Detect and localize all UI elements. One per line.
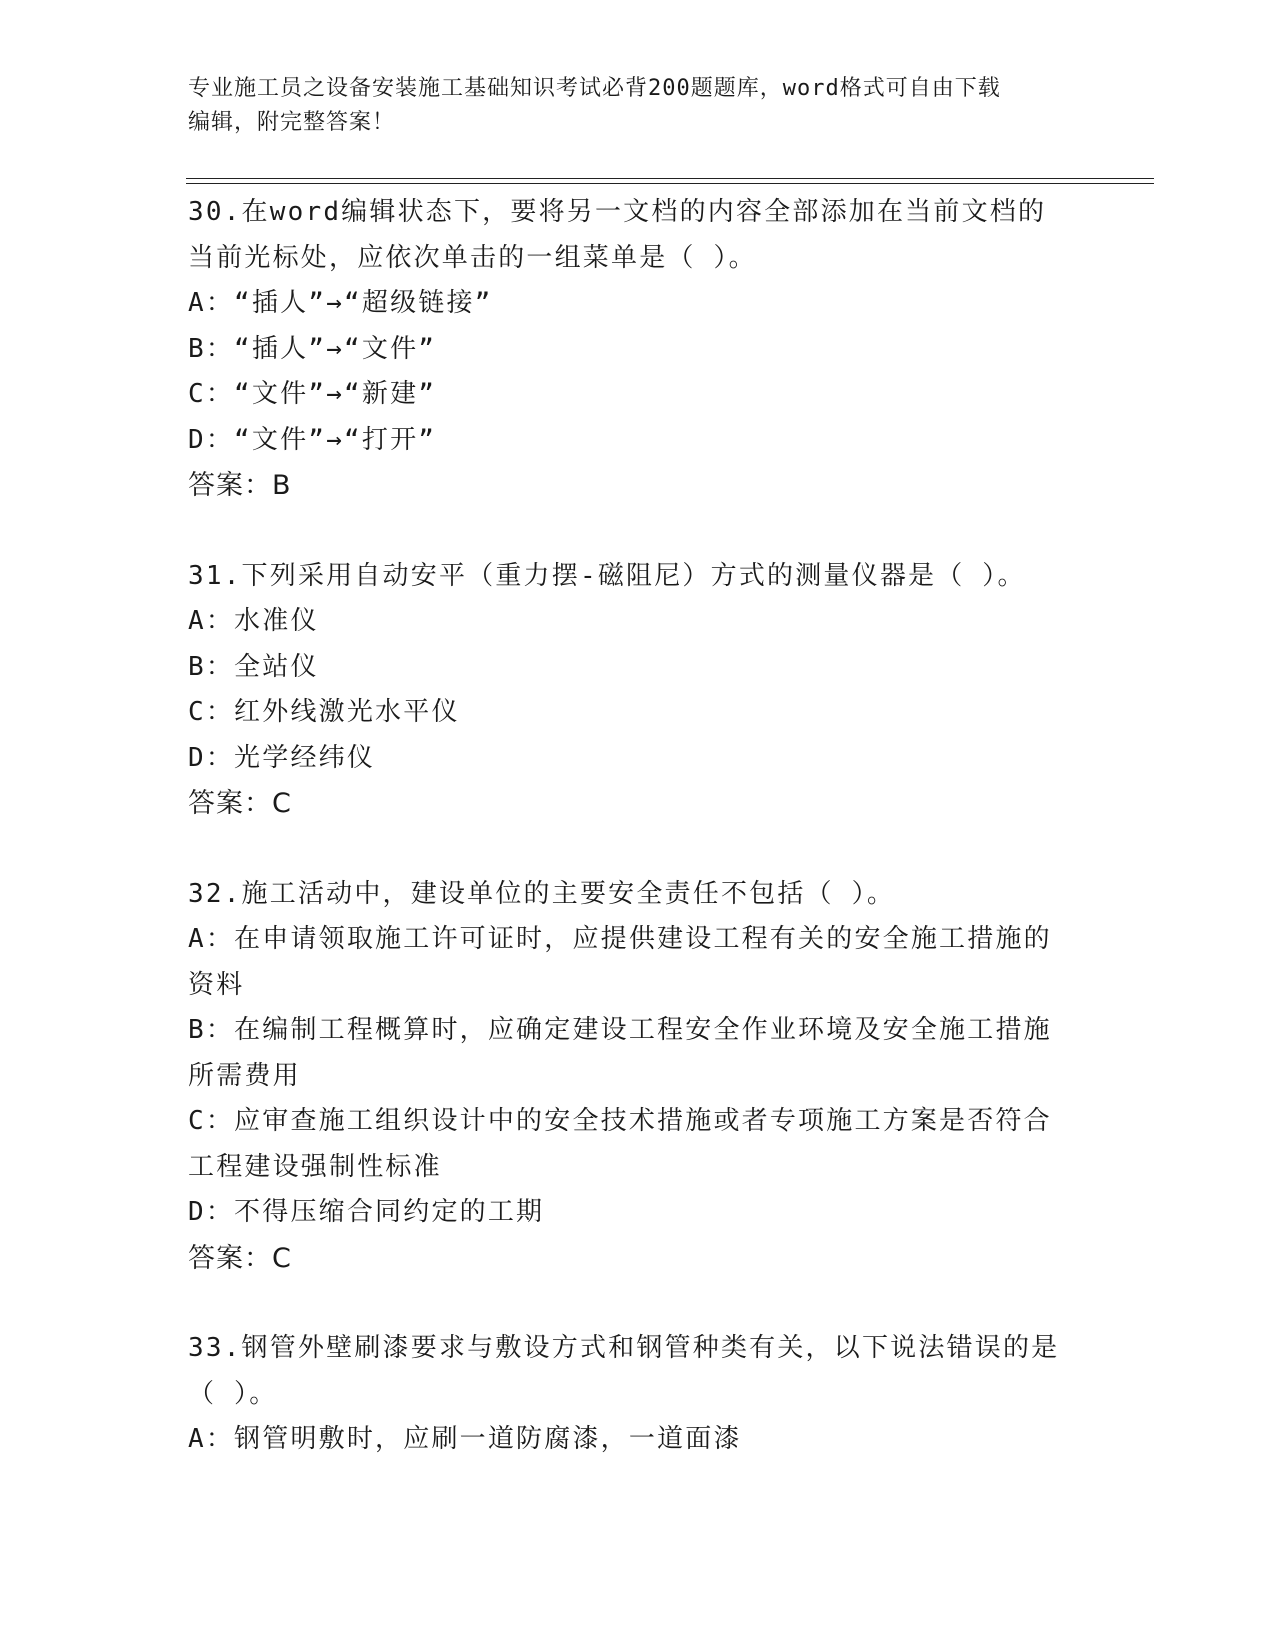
question-stem-line: 33.钢管外壁刷漆要求与敷设方式和钢管种类有关，以下说法错误的是 — [188, 1333, 1060, 1363]
header-rule-top — [186, 178, 1154, 179]
option-line: A：“插人”→“超级链接” — [188, 288, 493, 318]
option-line: A：钢管明敷时，应刷一道防腐漆，一道面漆 — [188, 1424, 742, 1454]
document-header — [188, 72, 1088, 140]
answer-line: 答案：C — [188, 788, 292, 819]
option-line: 工程建设强制性标准 — [188, 1151, 442, 1182]
option-line: B：“插人”→“文件” — [188, 333, 437, 364]
question-spacer — [188, 509, 1088, 554]
option-line: D：“文件”→“打开” — [188, 424, 437, 455]
question-spacer — [188, 827, 1088, 872]
question-stem-line: 32.施工活动中，建设单位的主要安全责任不包括（ ）。 — [188, 878, 896, 909]
option-line: 资料 — [188, 969, 245, 1000]
option-line: 所需费用 — [188, 1060, 301, 1091]
question-block — [188, 1326, 1088, 1463]
header-rule-bottom — [186, 183, 1154, 184]
option-line: C：应审查施工组织设计中的安全技术措施或者专项施工方案是否符合 — [188, 1106, 1052, 1136]
question-block — [188, 872, 1088, 1282]
question-stem-line: （ ）。 — [188, 1378, 278, 1409]
question-block — [188, 554, 1088, 827]
option-line: B：全站仪 — [188, 651, 319, 682]
question-list — [188, 190, 1088, 1463]
question-spacer — [188, 1281, 1088, 1326]
question-stem-line: 30.在word编辑状态下，要将另一文档的内容全部添加在当前文档的 — [188, 197, 1047, 227]
option-line: D：不得压缩合同约定的工期 — [188, 1197, 545, 1227]
question-stem-line: 31.下列采用自动安平（重力摆-磁阻尼）方式的测量仪器是（ ）。 — [188, 560, 1026, 591]
header-line-2: 编辑，附完整答案！ — [188, 110, 396, 135]
answer-line: 答案：C — [188, 1242, 292, 1274]
question-stem-line: 当前光标处，应依次单击的一组菜单是（ ）。 — [188, 242, 757, 273]
question-block — [188, 190, 1088, 509]
option-line: C：红外线激光水平仪 — [188, 697, 460, 727]
header-line-1: 专业施工员之设备安装施工基础知识考试必背200题题库，word格式可自由下载 — [188, 76, 1001, 101]
answer-line: 答案：B — [188, 470, 292, 501]
option-line: D：光学经纬仪 — [188, 742, 376, 773]
option-line: C：“文件”→“新建” — [188, 379, 437, 409]
option-line: A：水准仪 — [188, 606, 319, 636]
option-line: A：在申请领取施工许可证时，应提供建设工程有关的安全施工措施的 — [188, 924, 1052, 954]
option-line: B：在编制工程概算时，应确定建设工程安全作业环境及安全施工措施 — [188, 1015, 1052, 1045]
